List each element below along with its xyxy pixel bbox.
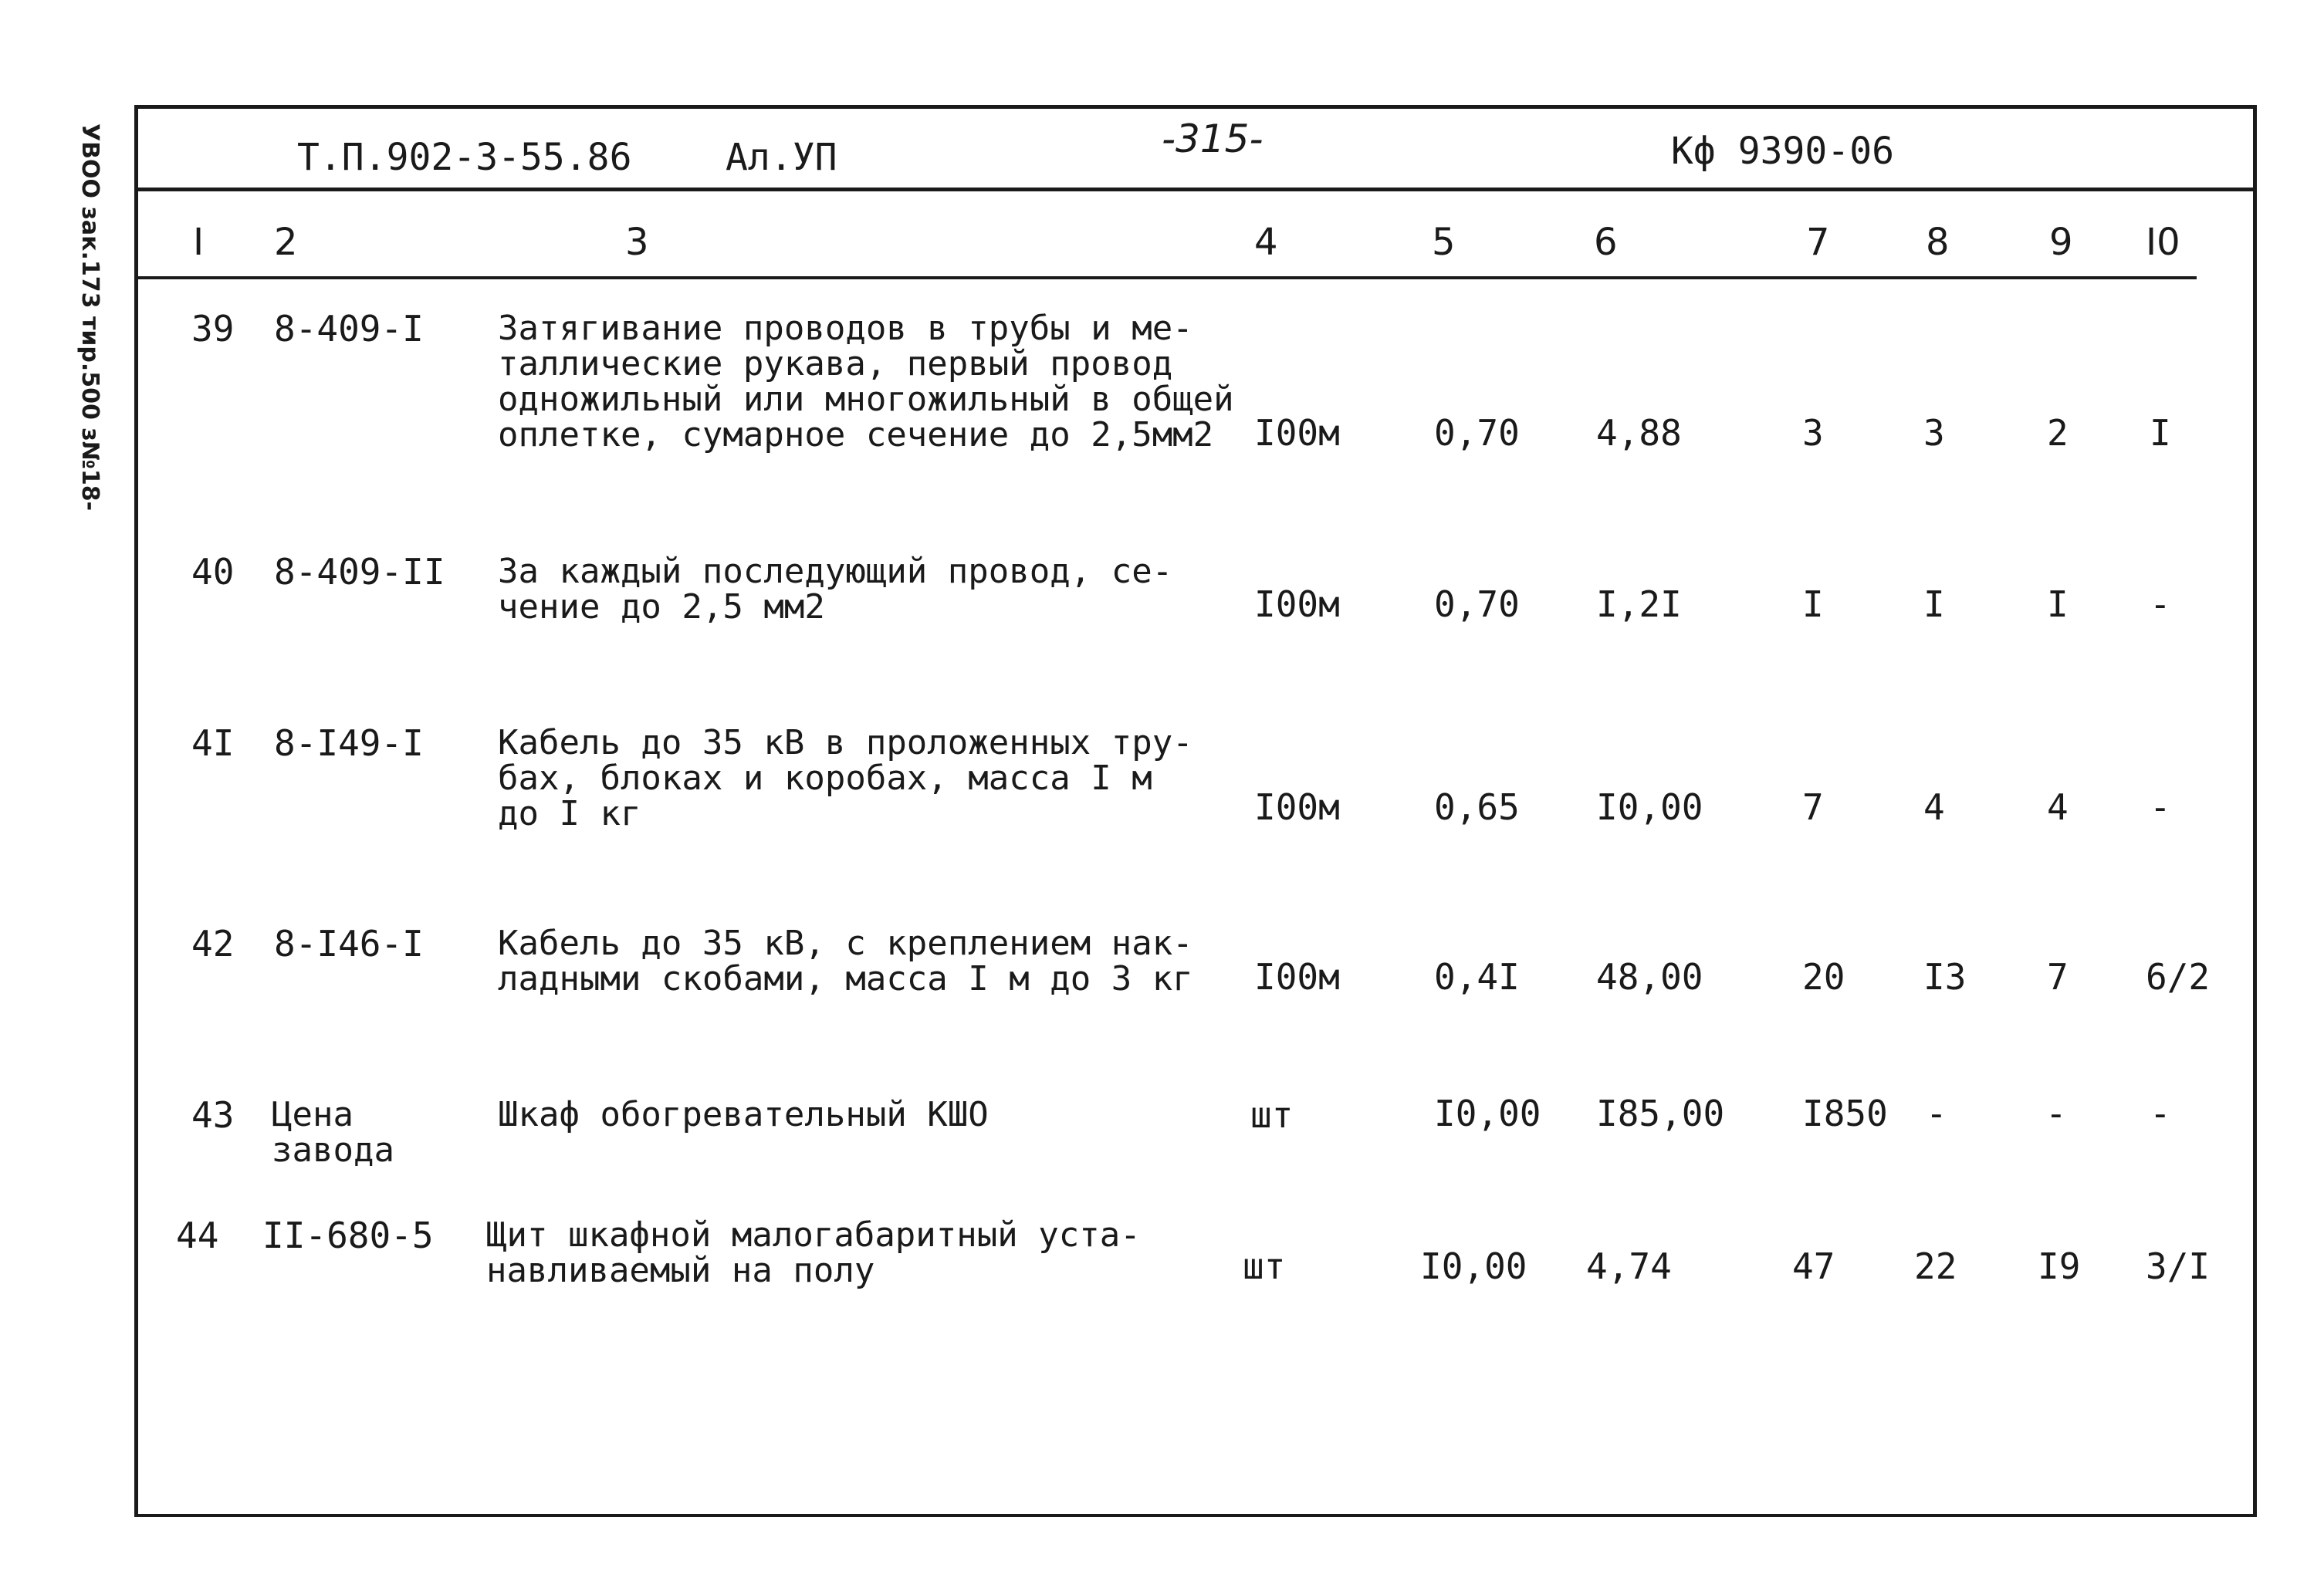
column-number-10: I0: [2146, 221, 2180, 264]
page-number: -315-: [1162, 117, 1263, 161]
column-number-9: 9: [2049, 221, 2073, 264]
col-8-value: 4: [1923, 786, 1945, 828]
column-number-8: 8: [1926, 221, 1950, 264]
col-5-value: 0,65: [1434, 786, 1520, 828]
col-7-value: 47: [1792, 1245, 1835, 1287]
col-6-value: 4,74: [1586, 1245, 1672, 1287]
col-9-value: 7: [2047, 956, 2069, 998]
doc-code: Т.П.902-3-55.86: [297, 136, 632, 179]
description-line: бах, блоках и коробах, масса I м: [498, 759, 1152, 798]
column-number-5: 5: [1432, 221, 1456, 264]
col-5-value: 0,70: [1434, 412, 1520, 454]
unit: I00м: [1254, 956, 1340, 998]
description-line: Кабель до 35 кВ в проложенных тру-: [498, 723, 1193, 762]
description-line: Кабель до 35 кВ, с креплением нак-: [498, 924, 1193, 963]
description-line: Шкаф обогревательный КШО: [498, 1095, 989, 1134]
col-7-value: 3: [1802, 412, 1824, 454]
col-6-value: I85,00: [1596, 1093, 1725, 1134]
col-7-value: I: [1802, 583, 1824, 625]
description-line: одножильный или многожильный в общей: [498, 380, 1234, 419]
col-5-value: 0,70: [1434, 583, 1520, 625]
col-8-value: I3: [1923, 956, 1967, 998]
column-number-7: 7: [1806, 221, 1830, 264]
col-5-value: 0,4I: [1434, 956, 1520, 998]
col-7-value: I850: [1802, 1093, 1888, 1134]
norm-code: Цена: [272, 1095, 354, 1134]
col-10-value: I: [2150, 412, 2171, 454]
description-line: чение до 2,5 мм2: [498, 587, 825, 627]
unit: I00м: [1254, 583, 1340, 625]
norm-code: 8-409-I: [274, 308, 424, 350]
unit: шт: [1243, 1245, 1286, 1287]
col-10-value: 3/I: [2146, 1245, 2211, 1287]
col-5-value: I0,00: [1434, 1093, 1541, 1134]
col-8-value: 3: [1923, 412, 1945, 454]
row-number: 43: [191, 1094, 235, 1136]
column-number-3: 3: [625, 221, 649, 264]
col-6-value: 4,88: [1596, 412, 1682, 454]
column-number-4: 4: [1254, 221, 1278, 264]
col-9-value: -: [2045, 1093, 2067, 1134]
description-line: За каждый последующий провод, се-: [498, 552, 1173, 591]
norm-code: 8-I49-I: [274, 722, 424, 764]
album-label: Ал.УП: [726, 136, 837, 179]
col-10-value: -: [2150, 583, 2171, 625]
col-9-value: 2: [2047, 412, 2069, 454]
col-9-value: I9: [2038, 1245, 2081, 1287]
reference-code: Кф 9390-06: [1671, 130, 1894, 173]
norm-code: 8-I46-I: [274, 923, 424, 965]
unit: I00м: [1254, 412, 1340, 454]
col-10-value: -: [2150, 1093, 2171, 1134]
col-8-value: 22: [1914, 1245, 1957, 1287]
col-10-value: -: [2150, 786, 2171, 828]
row-number: 44: [176, 1215, 219, 1256]
side-print-note: УВОО зак.173 тир.500 з№18-: [76, 123, 103, 512]
col-8-value: I: [1923, 583, 1945, 625]
description-line: таллические рукава, первый провод: [498, 344, 1173, 384]
header-divider: [136, 188, 2255, 191]
row-number: 39: [191, 308, 235, 350]
row-number: 4I: [191, 722, 235, 764]
col-7-value: 20: [1802, 956, 1845, 998]
column-number-1: I: [193, 221, 205, 264]
col-7-value: 7: [1802, 786, 1824, 828]
norm-code: II-680-5: [262, 1215, 434, 1256]
description-line: оплетке, сумарное сечение до 2,5мм2: [498, 415, 1214, 455]
row-number: 40: [191, 551, 235, 593]
description-line: Щит шкафной малогабаритный уста-: [486, 1215, 1141, 1255]
col-6-value: I0,00: [1596, 786, 1703, 828]
norm-code: 8-409-II: [274, 551, 445, 593]
description-line: навливаемый на полу: [486, 1251, 875, 1290]
col-9-value: 4: [2047, 786, 2069, 828]
description-line: до I кг: [498, 794, 641, 833]
norm-code: завода: [272, 1130, 394, 1170]
col-6-value: I,2I: [1596, 583, 1682, 625]
column-number-divider: [136, 276, 2197, 279]
row-number: 42: [191, 923, 235, 965]
col-6-value: 48,00: [1596, 956, 1703, 998]
col-10-value: 6/2: [2146, 956, 2211, 998]
col-9-value: I: [2047, 583, 2069, 625]
column-number-2: 2: [274, 221, 298, 264]
unit: I00м: [1254, 786, 1340, 828]
description-line: Затягивание проводов в трубы и ме-: [498, 309, 1193, 348]
unit: шт: [1250, 1094, 1294, 1136]
column-number-6: 6: [1594, 221, 1618, 264]
col-5-value: I0,00: [1420, 1245, 1527, 1287]
col-8-value: -: [1926, 1093, 1947, 1134]
description-line: ладными скобами, масса I м до 3 кг: [498, 959, 1193, 999]
